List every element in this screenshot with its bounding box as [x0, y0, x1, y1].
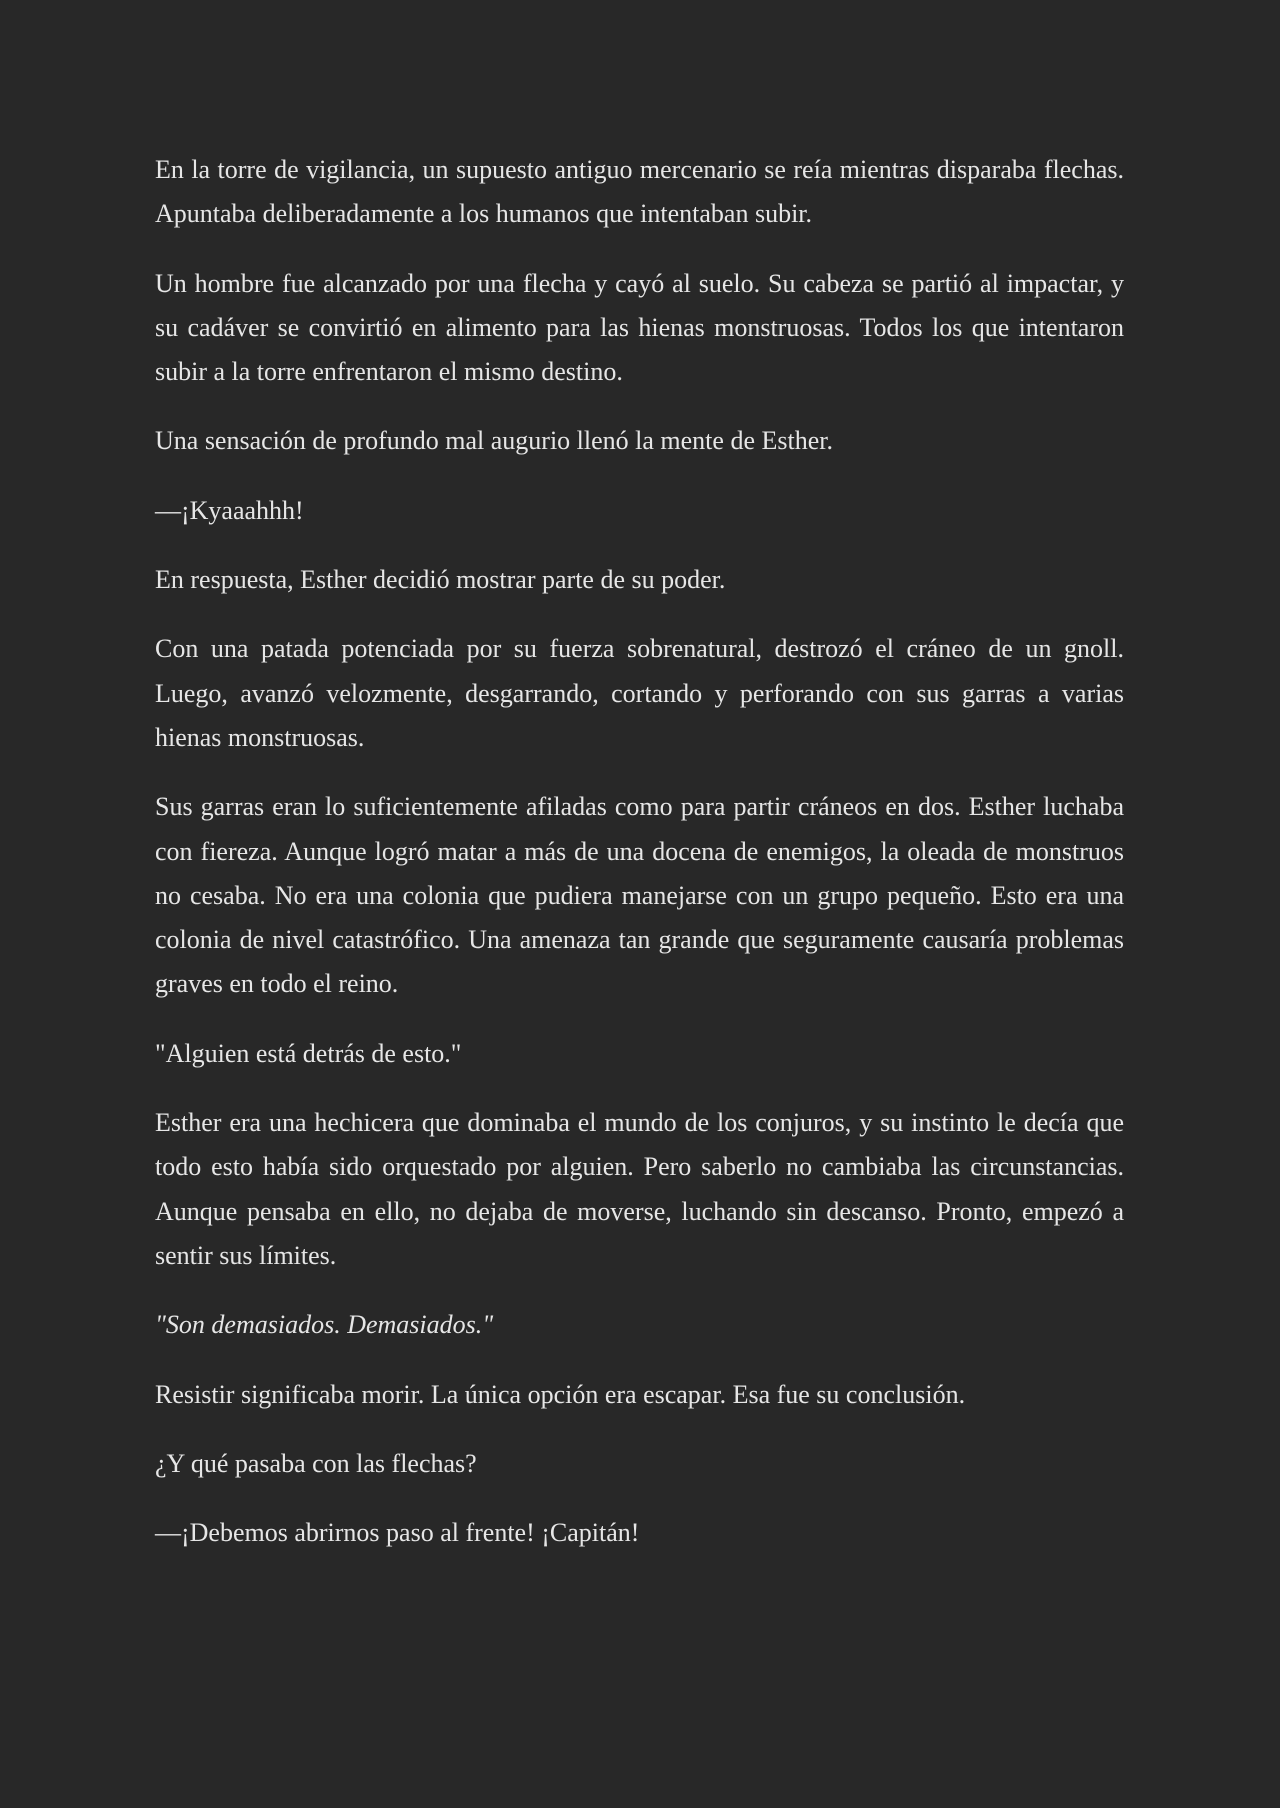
thought-line: "Son demasiados. Demasiados.": [155, 1310, 494, 1340]
paragraph: Resistir significaba morir. La única opción era escapar. Esa fue su conclusión.: [155, 1379, 966, 1409]
dialogue-line: —¡Kyaaahhh!: [155, 495, 304, 525]
paragraph: En la torre de vigilancia, un supuesto antiguo mercenario se reía mientras disparaba flechas. Apuntaba deliberadamente a los humanos que intentaban subir.: [155, 155, 1124, 229]
paragraph: Esther era una hechicera que dominaba el mundo de los conjuros, y su instinto le decía que todo esto había sido orquestado por alguien. Pero saberlo no cambiaba las circunstancias. Aunque pensaba en ello, no dejaba de moverse, luchando sin descanso. Pronto, empezó a sentir sus límites.: [155, 1108, 1124, 1270]
paragraph: Una sensación de profundo mal augurio llenó la mente de Esther.: [155, 426, 833, 456]
dialogue-line: "Alguien está detrás de esto.": [155, 1038, 462, 1068]
paragraph: Sus garras eran lo suficientemente afiladas como para partir cráneos en dos. Esther luchaba con fiereza. Aunque logró matar a más de una docena de enemigos, la oleada de monstruos no cesaba. No era una colonia que pudiera manejarse con un grupo pequeño. Esto era una colonia de nivel catastrófico. Una amenaza tan grande que seguramente causaría problemas graves en todo el reino.: [155, 792, 1124, 999]
paragraph: Un hombre fue alcanzado por una flecha y cayó al suelo. Su cabeza se partió al impactar, y su cadáver se convirtió en alimento para las hienas monstruosas. Todos los que intentaron subir a la torre enfrentaron el mismo destino.: [155, 268, 1124, 387]
chapter-text: [155, 148, 1124, 1580]
paragraph: Con una patada potenciada por su fuerza sobrenatural, destrozó el cráneo de un gnoll. Luego, avanzó velozmente, desgarrando, cortando y perforando con sus garras a varias hienas monstruosas.: [155, 634, 1124, 752]
paragraph: En respuesta, Esther decidió mostrar parte de su poder.: [155, 565, 726, 595]
dialogue-line: —¡Debemos abrirnos paso al frente! ¡Capitán!: [155, 1518, 640, 1548]
paragraph: ¿Y qué pasaba con las flechas?: [155, 1448, 477, 1478]
